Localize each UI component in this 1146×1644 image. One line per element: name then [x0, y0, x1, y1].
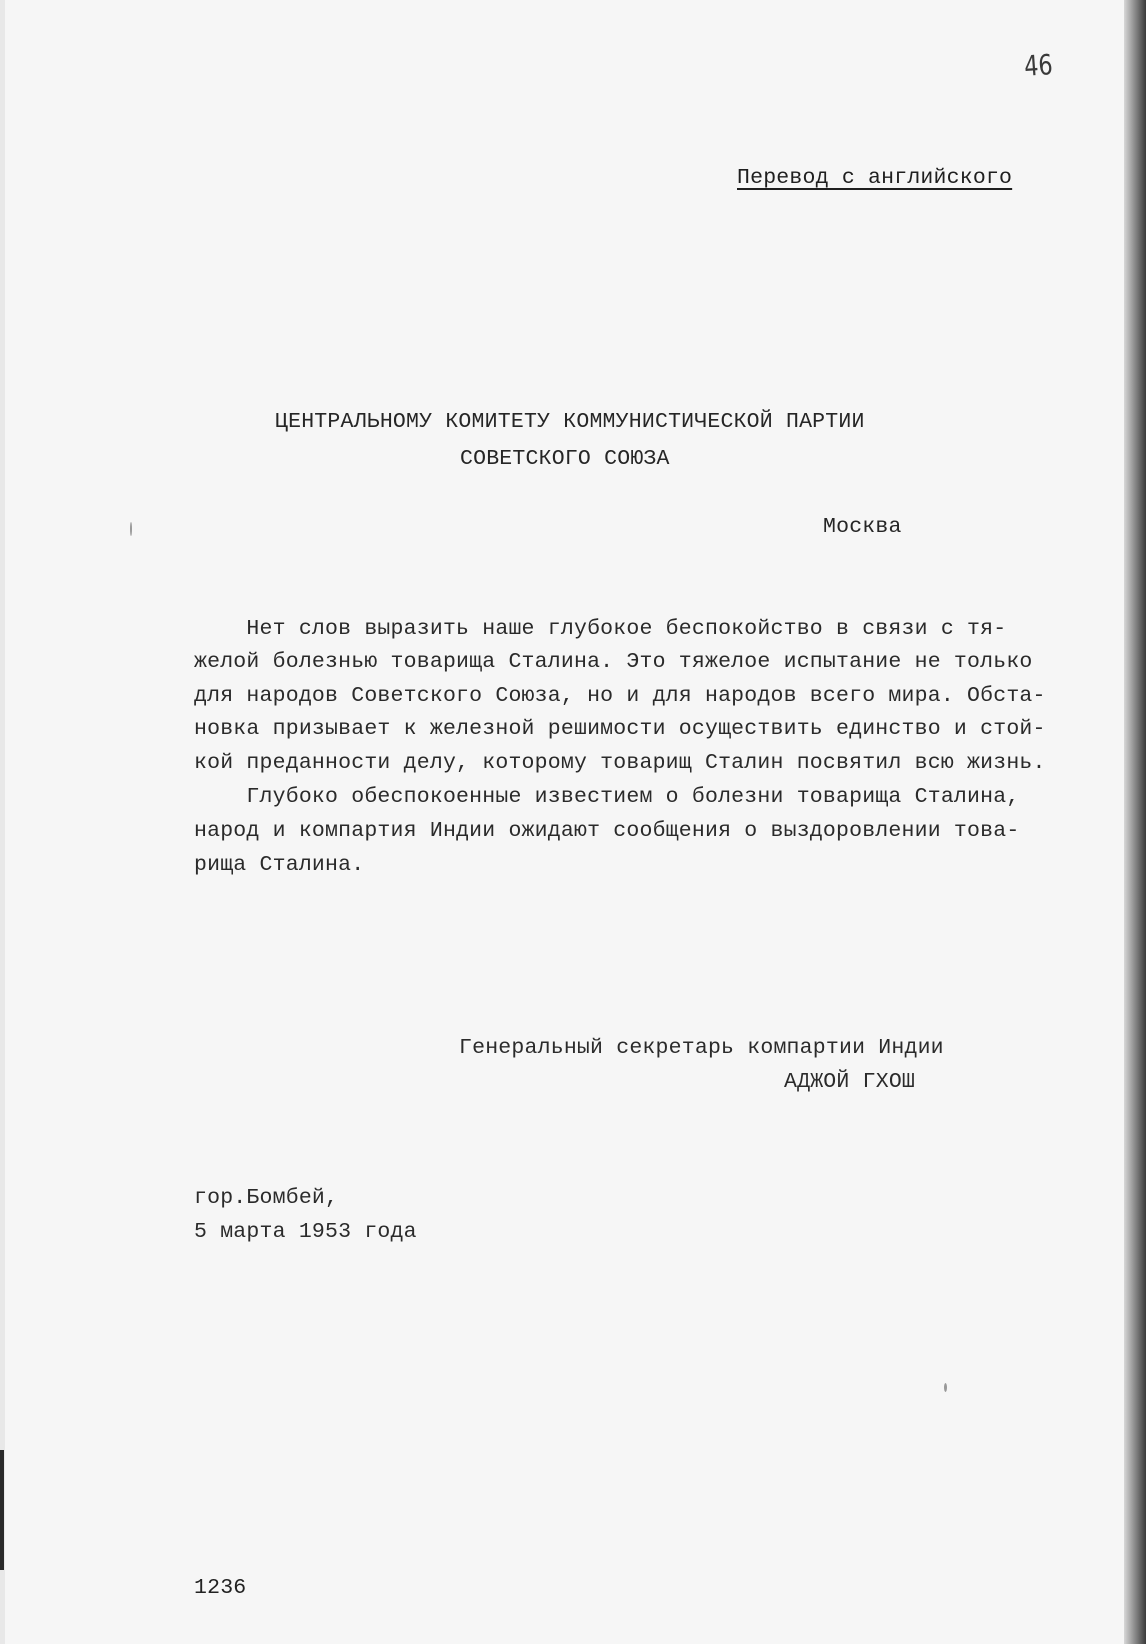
body-line: для народов Советского Союза, но и для народов всего мира. Обста-: [194, 684, 1046, 708]
scan-speck: [130, 522, 132, 536]
body-line: желой болезнью товарища Сталина. Это тяжелое испытание не только: [194, 650, 1033, 674]
addressee-line-2: СОВЕТСКОГО СОЮЗА: [460, 447, 670, 471]
page-left-edge: [0, 0, 5, 1644]
handwritten-page-number: 46: [1023, 48, 1054, 83]
page-left-edge-mark: [0, 1450, 4, 1570]
scan-speck: [944, 1383, 947, 1392]
body-line: рища Сталина.: [194, 853, 365, 877]
addressee-line-1: ЦЕНТРАЛЬНОМУ КОМИТЕТУ КОММУНИСТИЧЕСКОЙ ПАРТИИ: [275, 410, 865, 434]
place-line: гор.Бомбей,: [194, 1186, 339, 1210]
signatory-name: АДЖОЙ ГХОШ: [784, 1070, 916, 1094]
body-line: Нет слов выразить наше глубокое беспокойство в связи с тя-: [194, 617, 1007, 641]
signatory-title: Генеральный секретарь компартии Индии: [459, 1036, 944, 1060]
addressee-city: Москва: [823, 515, 902, 539]
footer-number: 1236: [194, 1576, 247, 1600]
page-right-edge-shadow: [1124, 0, 1146, 1644]
translation-note: Перевод с английского: [737, 166, 1013, 190]
body-line: народ и компартия Индии ожидают сообщения о выздоровлении това-: [194, 819, 1020, 843]
date-line: 5 марта 1953 года: [194, 1220, 417, 1244]
body-line: кой преданности делу, которому товарищ Сталин посвятил всю жизнь.: [194, 751, 1046, 775]
body-line: новка призывает к железной решимости осуществить единство и стой-: [194, 717, 1046, 741]
body-line: Глубоко обеспокоенные известием о болезни товарища Сталина,: [194, 785, 1020, 809]
